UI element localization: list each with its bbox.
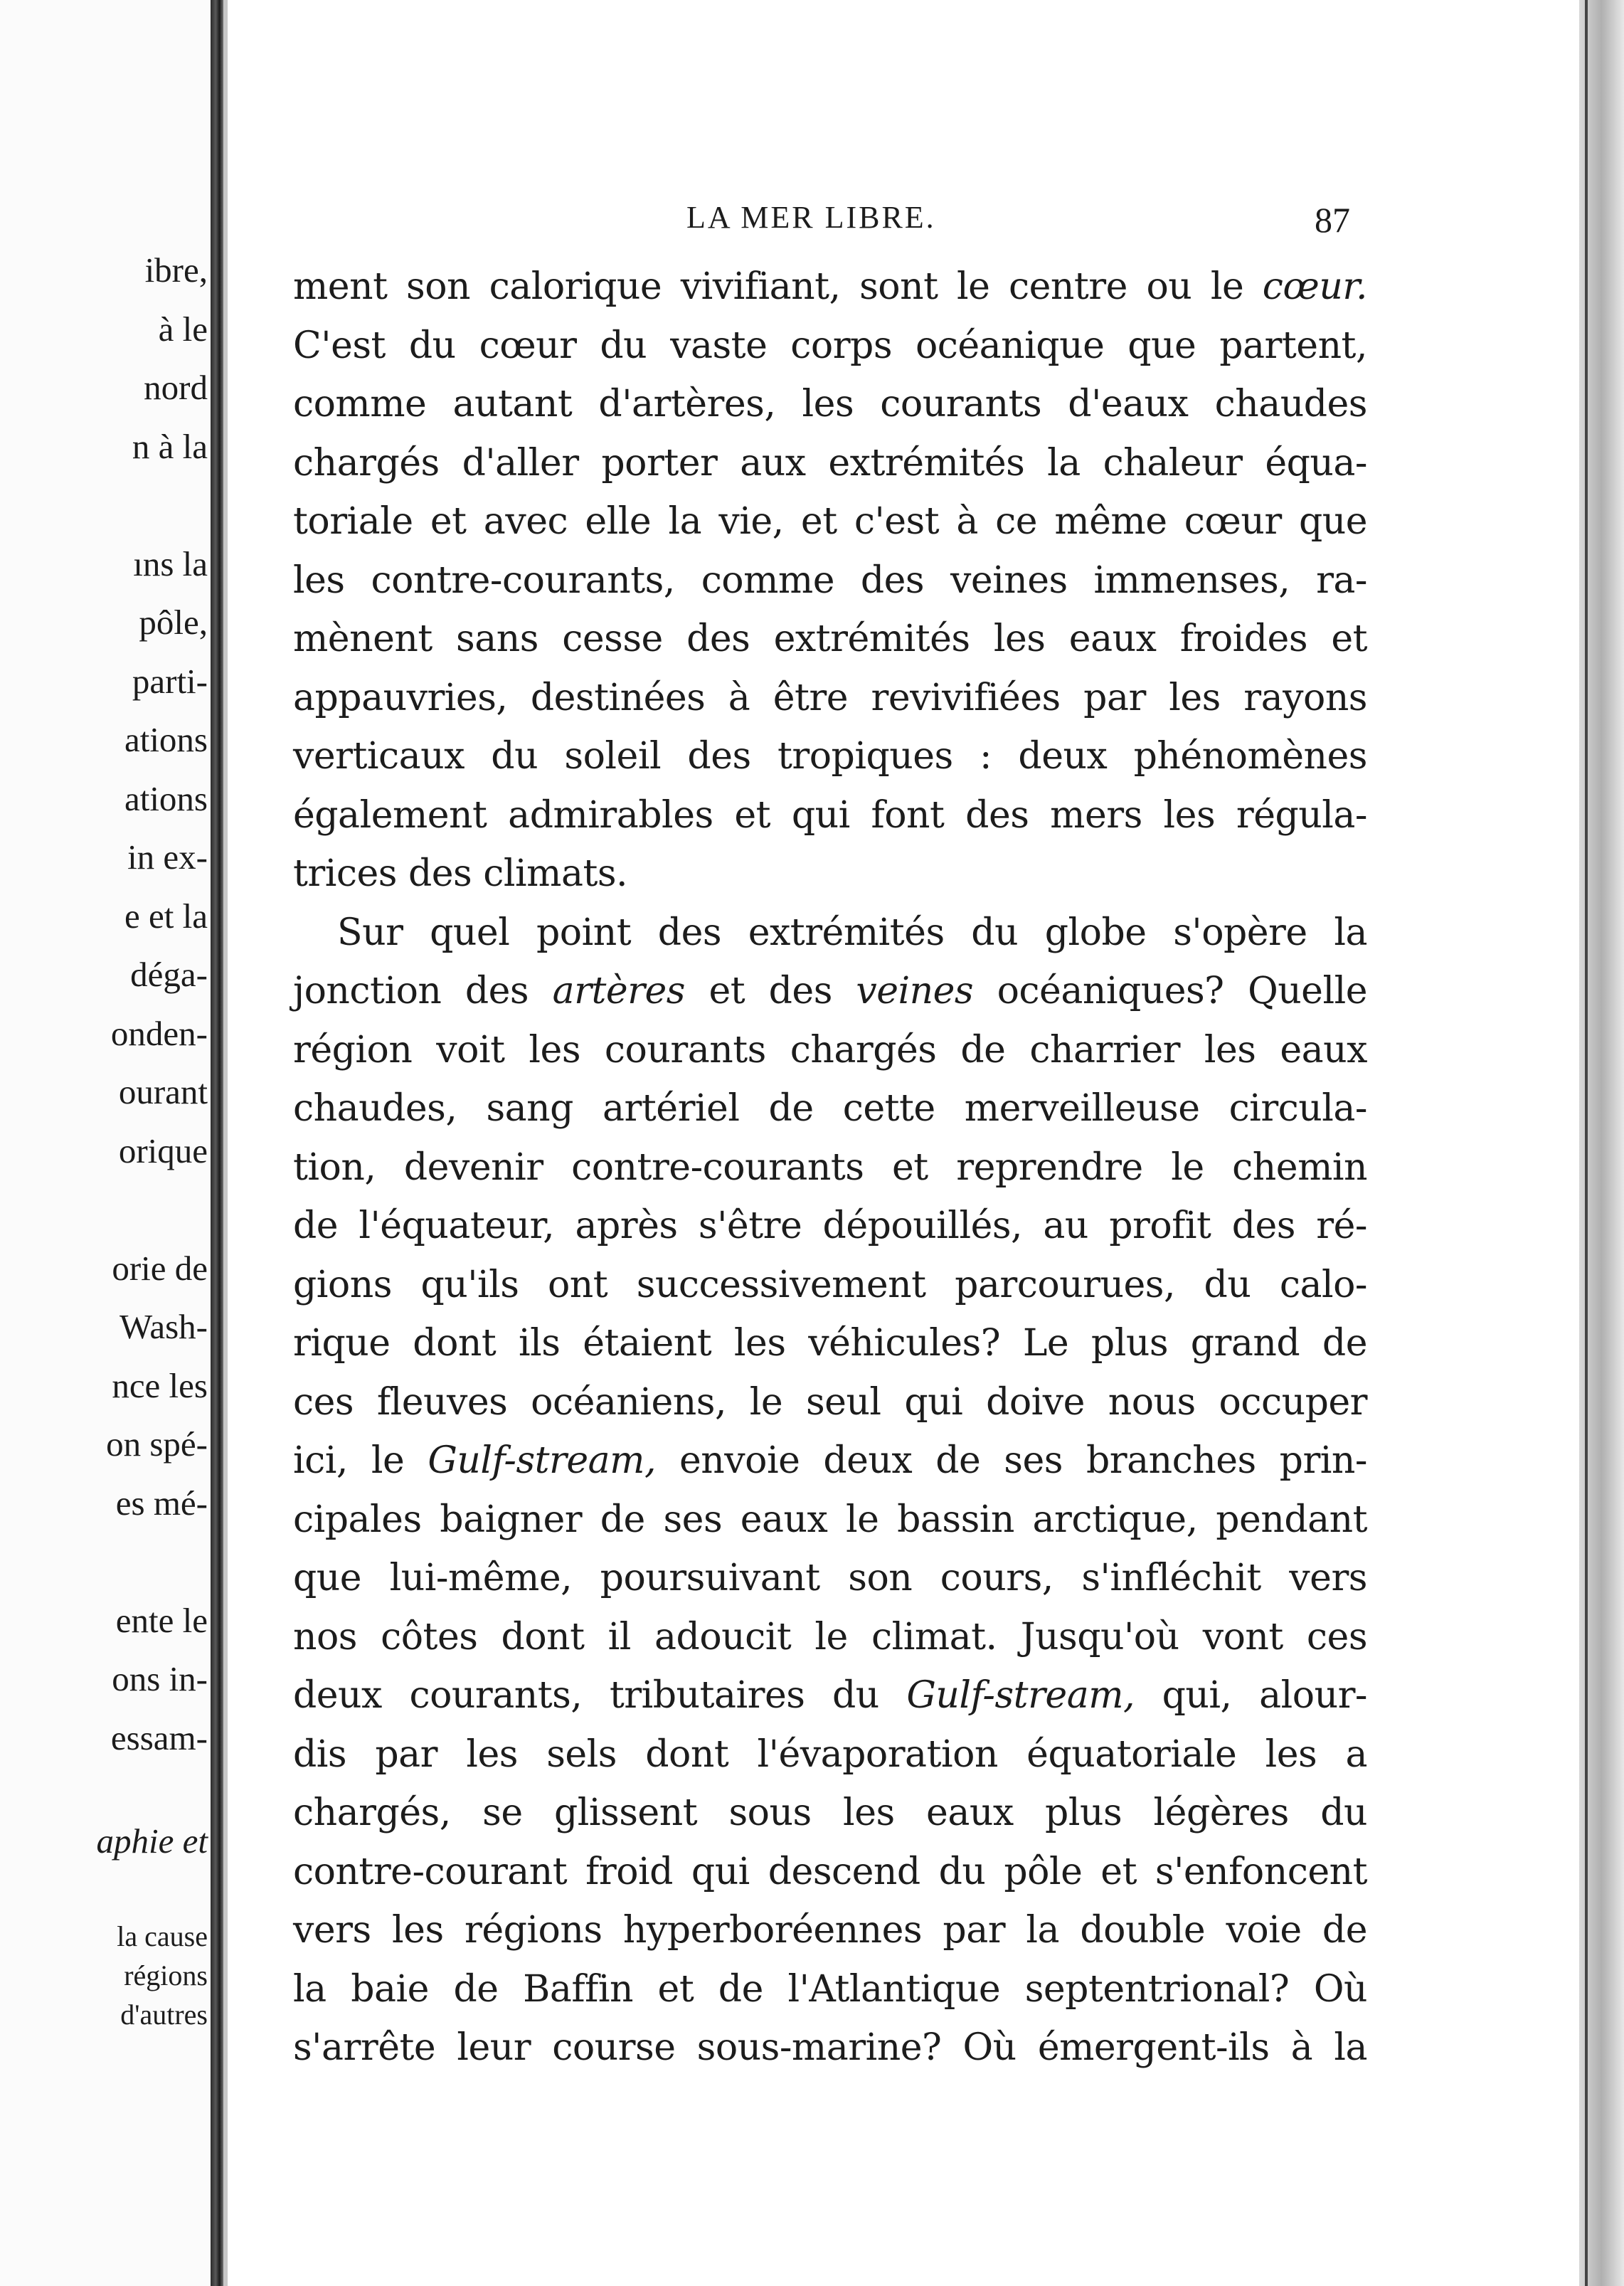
- running-title: LA MER LIBRE.: [686, 200, 936, 235]
- left-page-line: nord: [144, 368, 208, 407]
- text-run: les contre-courants, comme des veines immenses, ra-: [293, 559, 1367, 602]
- left-page-line: ations: [124, 720, 208, 759]
- text-run: Sur quel point des extrémités du globe s'opère la: [337, 911, 1367, 954]
- italic-word: Gulf-stream,: [428, 1439, 657, 1482]
- text-line: [293, 434, 1367, 493]
- text-line: [293, 375, 1367, 434]
- text-line: [293, 1314, 1367, 1373]
- left-page-line: Wash-: [120, 1307, 208, 1346]
- left-page-line: ourant: [118, 1072, 208, 1111]
- left-page-line: e et la: [124, 896, 208, 936]
- text-run: tion, devenir contre-courants et reprendre le chemin: [293, 1145, 1367, 1189]
- text-line: [293, 1608, 1367, 1667]
- left-page-line: déga-: [130, 955, 208, 994]
- text-line: [293, 1256, 1367, 1315]
- text-line: [293, 1843, 1367, 1902]
- text-run: envoie deux de ses branches prin-: [656, 1439, 1367, 1482]
- text-run: et des: [684, 970, 856, 1012]
- page-number: 87: [1315, 200, 1350, 240]
- text-run: ici, le: [293, 1439, 428, 1482]
- text-run: chaudes, sang artériel de cette merveilleuse circula-: [293, 1087, 1367, 1130]
- left-page-line: essam-: [110, 1718, 208, 1757]
- text-line: [293, 1373, 1367, 1432]
- text-run: contre-courant froid qui descend du pôle et s'enfoncent: [293, 1850, 1367, 1893]
- left-page-line: ıns la: [133, 544, 208, 583]
- text-line: [293, 1491, 1367, 1550]
- text-run: vers les régions hyperboréennes par la double voie de: [293, 1909, 1367, 1952]
- text-line: [293, 1021, 1367, 1080]
- text-run: la baie de Baffin et de l'Atlantique septentrional? Où: [293, 1967, 1367, 2011]
- text-run: chargés d'aller porter aux extrémités la chaleur équa-: [293, 441, 1367, 485]
- italic-word: cœur.: [1262, 265, 1367, 308]
- text-run: jonction des: [293, 970, 553, 1012]
- left-page-line: parti-: [132, 662, 208, 701]
- left-page-fragment: [0, 0, 213, 2286]
- text-run: rique dont ils étaient les véhicules? Le plus grand de: [293, 1322, 1367, 1365]
- left-page-line: à le: [158, 309, 208, 349]
- left-page-line: n à la: [132, 427, 208, 466]
- left-page-line: es mé-: [115, 1483, 208, 1523]
- left-page-line: ente le: [115, 1601, 208, 1640]
- book-gutter: [211, 0, 223, 2286]
- text-run: C'est du cœur du vaste corps océanique que partent,: [293, 324, 1367, 367]
- text-run: trices des climats.: [293, 852, 628, 895]
- italic-word: Gulf-stream,: [906, 1674, 1135, 1717]
- text-line: [293, 1549, 1367, 1608]
- text-line: [293, 786, 1367, 845]
- text-line: [293, 1138, 1367, 1197]
- body-text: [293, 258, 1367, 2078]
- left-page-line: on spé-: [106, 1424, 208, 1464]
- text-line: [293, 962, 1367, 1021]
- text-line: [293, 1960, 1367, 2019]
- text-run: verticaux du soleil des tropiques : deux phénomènes: [293, 735, 1367, 778]
- text-line: [293, 1725, 1367, 1784]
- text-line: [293, 1666, 1367, 1725]
- text-run: mènent sans cesse des extrémités les eaux froides et: [293, 618, 1367, 660]
- text-run: appauvries, destinées à être revivifiées par les rayons: [293, 676, 1367, 719]
- text-run: également admirables et qui font des mers les régula-: [293, 793, 1367, 837]
- left-page-line: orie de: [112, 1249, 208, 1288]
- left-page-line: la cause: [117, 1920, 208, 1952]
- italic-word: artères: [552, 970, 685, 1012]
- left-page-line: in ex-: [127, 837, 208, 877]
- text-line: [293, 1901, 1367, 1960]
- text-run: dis par les sels dont l'évaporation équatoriale les a: [293, 1732, 1367, 1776]
- left-page-line: aphie et: [96, 1821, 208, 1861]
- left-page-line: ibre,: [144, 250, 208, 290]
- text-run: nos côtes dont il adoucit le climat. Jusqu'où vont ces: [293, 1615, 1367, 1658]
- left-page-line: orique: [118, 1131, 208, 1170]
- text-run: toriale et avec elle la vie, et c'est à ce même cœur que: [293, 500, 1367, 543]
- text-line: [293, 1432, 1367, 1491]
- left-page-line: nce les: [112, 1366, 208, 1405]
- text-line: [293, 669, 1367, 728]
- text-line: [293, 492, 1367, 551]
- text-line: [293, 1784, 1367, 1843]
- left-page-line: pôle,: [139, 603, 208, 642]
- text-run: comme autant d'artères, les courants d'eaux chaudes: [293, 383, 1367, 425]
- text-line: [293, 904, 1367, 963]
- text-line: [293, 845, 1367, 904]
- italic-word: veines: [856, 970, 974, 1012]
- text-run: cipales baigner de ses eaux le bassin arctique, pendant: [293, 1498, 1367, 1541]
- left-page-line: ations: [124, 779, 208, 818]
- left-page-line: régions: [124, 1959, 208, 1991]
- text-run: deux courants, tributaires du: [293, 1674, 907, 1717]
- text-run: ment son calorique vivifiant, sont le centre ou le: [293, 265, 1263, 308]
- left-page-line: ons in-: [112, 1659, 208, 1698]
- text-run: que lui-même, poursuivant son cours, s'infléchit vers: [293, 1557, 1367, 1599]
- text-line: [293, 727, 1367, 786]
- text-run: ces fleuves océaniens, le seul qui doive nous occuper: [293, 1380, 1367, 1424]
- page-edge: [1579, 0, 1624, 2286]
- text-run: qui, alour-: [1135, 1674, 1367, 1717]
- text-line: [293, 317, 1367, 376]
- text-line: [293, 1079, 1367, 1138]
- left-page-line: d'autres: [120, 1999, 208, 2031]
- text-line: [293, 2018, 1367, 2078]
- text-line: [293, 551, 1367, 610]
- text-run: région voit les courants chargés de charrier les eaux: [293, 1028, 1367, 1071]
- text-line: [293, 1197, 1367, 1256]
- text-run: océaniques? Quelle: [973, 970, 1367, 1012]
- text-line: [293, 258, 1367, 317]
- text-run: s'arrête leur course sous-marine? Où émergent-ils à la: [293, 2026, 1367, 2069]
- left-page-line: onden-: [110, 1014, 208, 1053]
- text-line: [293, 610, 1367, 669]
- text-run: chargés, se glissent sous les eaux plus légères du: [293, 1792, 1367, 1834]
- text-run: de l'équateur, après s'être dépouillés, au profit des ré-: [293, 1205, 1367, 1247]
- text-run: gions qu'ils ont successivement parcourues, du calo-: [293, 1263, 1367, 1306]
